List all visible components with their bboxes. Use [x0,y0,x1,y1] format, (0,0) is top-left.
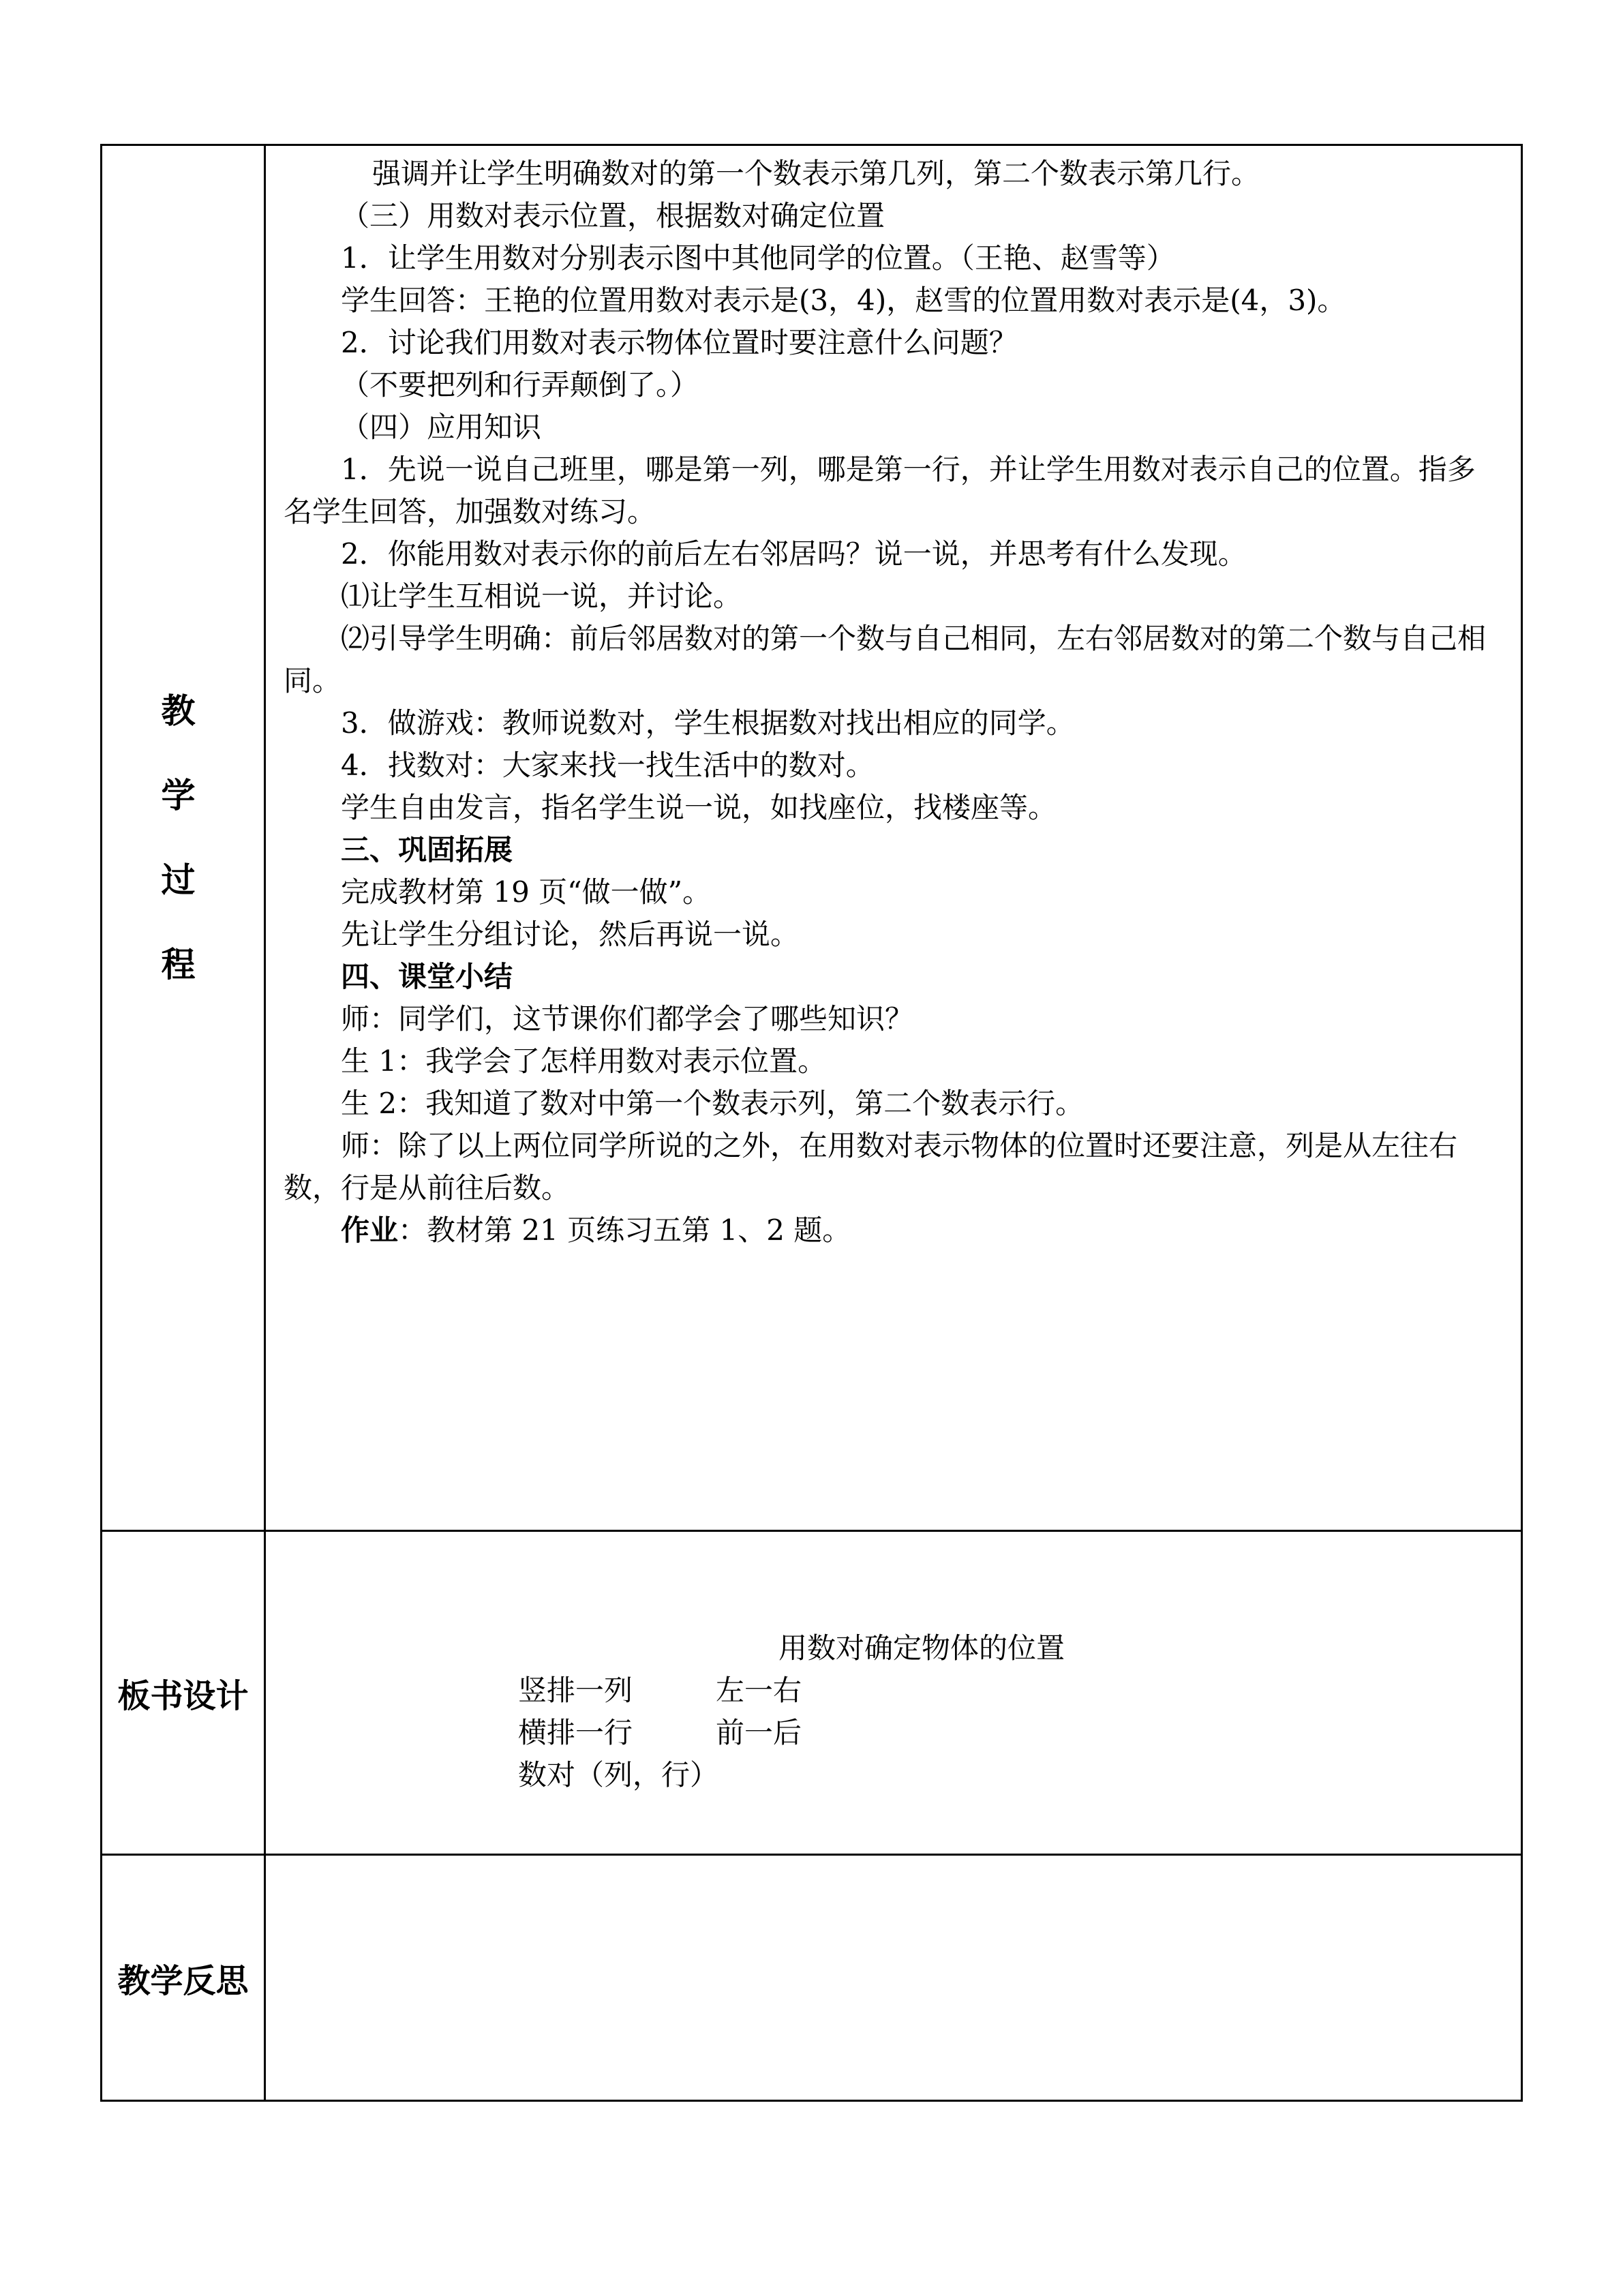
board-title: 用数对确定物体的位置 [778,1631,1065,1665]
process-paragraph: 师：同学们，这节课你们都学会了哪些知识？ [341,1002,914,1036]
process-paragraph: 1．让学生用数对分别表示图中其他同学的位置。（王艳、赵雪等） [341,241,1175,275]
process-paragraph: （不要把列和行弄颠倒了。） [341,368,699,402]
process-label-char: 学 [161,776,196,815]
process-paragraph: 生 1：我学会了怎样用数对表示位置。 [341,1044,827,1078]
process-paragraph: 先让学生分组讨论，然后再说一说。 [341,918,800,951]
reflection-label-cell [102,1855,265,2101]
reflection-content-cell [265,1855,1522,2101]
board-design-label: 板书设计 [117,1676,249,1715]
process-content [266,146,1521,1252]
board-label-cell [102,1531,265,1855]
board-content-cell [265,1531,1522,1855]
process-content-cell [265,145,1522,1531]
process-paragraph: 4．找数对：大家来找一找生活中的数对。 [341,749,875,782]
board-row-right: 前一后 [716,1716,802,1749]
process-paragraph: （三）用数对表示位置，根据数对确定位置 [341,199,885,232]
process-label-cell [102,145,265,1531]
board-row-left: 数对（列，行） [518,1758,719,1792]
process-paragraph: ⑵引导学生明确：前后邻居数对的第一个数与自己相同，左右邻居数对的第二个数与自己相同。 [284,622,1487,697]
process-paragraph: 2．讨论我们用数对表示物体位置时要注意什么问题？ [341,326,1018,359]
process-paragraph: 强调并让学生明确数对的第一个数表示第几列，第二个数表示第几行。 [372,157,1260,190]
process-paragraph: （四）应用知识 [341,410,542,444]
process-label [102,669,264,1007]
homework-text: ：教材第 21 页练习五第 1、2 题。 [398,1213,851,1247]
process-label-char: 程 [161,945,196,984]
section-heading: 三、巩固拓展 [341,833,513,866]
process-label-char: 过 [161,860,196,900]
board-row-right: 左一右 [716,1674,802,1707]
process-paragraph: 3．做游戏：教师说数对，学生根据数对找出相应的同学。 [341,706,1075,740]
process-paragraph: 学生回答：王艳的位置用数对表示是(3，4)，赵雪的位置用数对表示是(4，3)。 [341,284,1346,317]
board-row-left: 竖排一列 [518,1674,633,1707]
reflection-label: 教学反思 [117,1961,249,2000]
lesson-plan-table [100,144,1523,2102]
process-paragraph: 2．你能用数对表示你的前后左右邻居吗？说一说，并思考有什么发现。 [341,537,1247,571]
process-paragraph: ⑴让学生互相说一说，并讨论。 [341,579,742,613]
process-paragraph: 1．先说一说自己班里，哪是第一列，哪是第一行，并让学生用数对表示自己的位置。指多名学生回答，加强数对练习。 [284,453,1476,528]
board-row-left: 横排一行 [518,1716,633,1749]
section-heading: 四、课堂小结 [341,960,513,993]
board-design [266,1532,1521,1854]
process-label-char: 教 [161,691,196,731]
process-paragraph: 完成教材第 19 页“做一做”。 [341,875,712,909]
process-paragraph: 生 2：我知道了数对中第一个数表示列，第二个数表示行。 [341,1087,1084,1120]
homework-line [284,1209,1500,1252]
homework-key: 作业 [341,1213,399,1247]
process-paragraph: 师：除了以上两位同学所说的之外，在用数对表示物体的位置时还要注意，列是从左往右数，行是从前往后数。 [284,1129,1458,1205]
board-row [518,1754,718,1796]
board-row [518,1712,802,1754]
process-paragraph: 学生自由发言，指名学生说一说，如找座位，找楼座等。 [341,791,1057,824]
board-row [518,1670,802,1712]
